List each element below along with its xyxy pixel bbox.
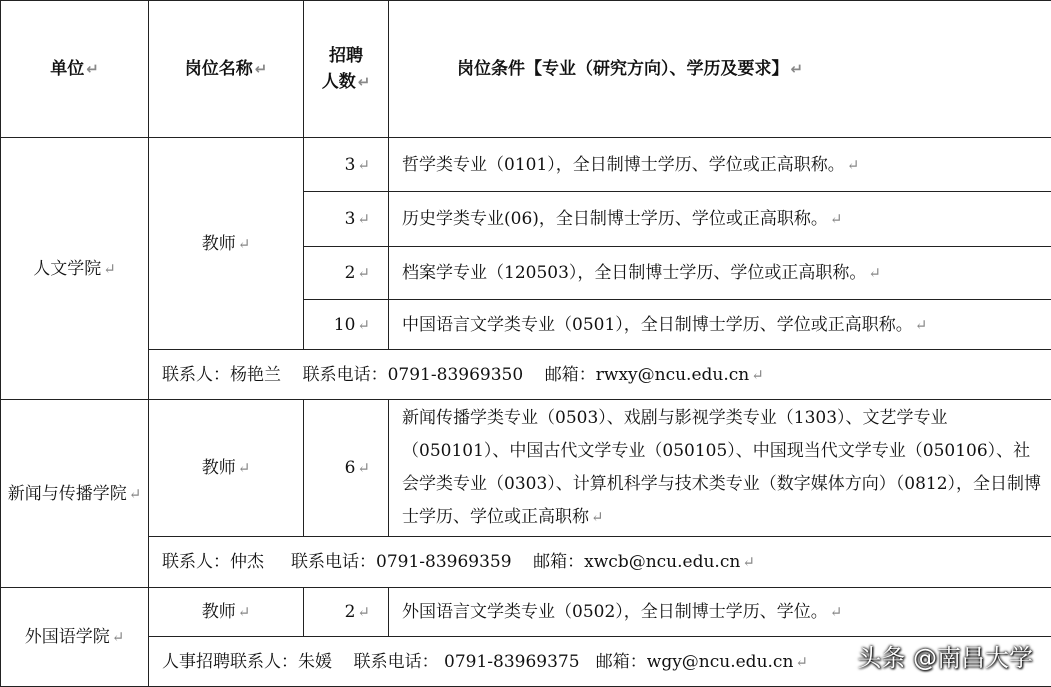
condition-cell: 档案学专业（120503），全日制博士学历、学位或正高职称。 ↵ [389, 247, 1051, 300]
condition-cell: 历史学类专业(06)，全日制博士学历、学位或正高职称。 ↵ [389, 192, 1051, 247]
contact-info: 联系人：仲杰 联系电话：0791-83969359 邮箱：xwcb@ncu.edu.cn ↵ [149, 537, 1051, 588]
unit-cell: 外国语学院 ↵ [1, 588, 149, 687]
count-cell: 2 ↵ [304, 247, 389, 300]
condition-cell: 哲学类专业（0101），全日制博士学历、学位或正高职称。 ↵ [389, 138, 1051, 192]
contact-info: 人事招聘联系人：朱媛 联系电话： 0791-83969375 邮箱：wgy@ncu.edu.cn ↵ [149, 637, 1051, 687]
count-cell: 2 ↵ [304, 588, 389, 637]
unit-cell: 新闻与传播学院 ↵ [1, 400, 149, 588]
watermark: 头条 @南昌大学 [857, 644, 1033, 672]
post-cell: 教师 ↵ [149, 400, 304, 537]
table-row [1, 138, 1051, 192]
table-row [1, 400, 1051, 537]
contact-info: 联系人：杨艳兰 联系电话：0791-83969350 邮箱：rwxy@ncu.edu.cn ↵ [149, 350, 1051, 400]
condition-cell: 中国语言文学类专业（0501），全日制博士学历、学位或正高职称。 ↵ [389, 300, 1051, 350]
header-row [1, 1, 1051, 138]
count-cell: 6 ↵ [304, 400, 389, 537]
contact-row [1, 537, 1051, 588]
header-conditions: 岗位条件【专业（研究方向）、学历及要求】 ↵ [389, 1, 1051, 138]
count-cell: 3 ↵ [304, 138, 389, 192]
header-post: 岗位名称 ↵ [149, 1, 304, 138]
post-cell: 教师 ↵ [149, 138, 304, 350]
unit-cell: 人文学院 ↵ [1, 138, 149, 400]
count-cell: 10 ↵ [304, 300, 389, 350]
header-count: 招聘 人数 ↵ [304, 1, 389, 138]
post-cell: 教师 ↵ [149, 588, 304, 637]
contact-row [1, 350, 1051, 400]
condition-cell: 外国语言文学类专业（0502），全日制博士学历、学位。 ↵ [389, 588, 1051, 637]
table-row [1, 588, 1051, 637]
header-unit: 单位 ↵ [1, 1, 149, 138]
condition-cell: 新闻传播学类专业（0503）、戏剧与影视学类专业（1303）、文艺学专业（050101）、中国古代文学专业（050105）、中国现当代文学专业（050106）、社会学类专业（0303）、计算机科学与技术类专业（数字媒体方向）（0812），全日制博士学历、学位或正高职称 ↵ [389, 400, 1051, 537]
count-cell: 3 ↵ [304, 192, 389, 247]
